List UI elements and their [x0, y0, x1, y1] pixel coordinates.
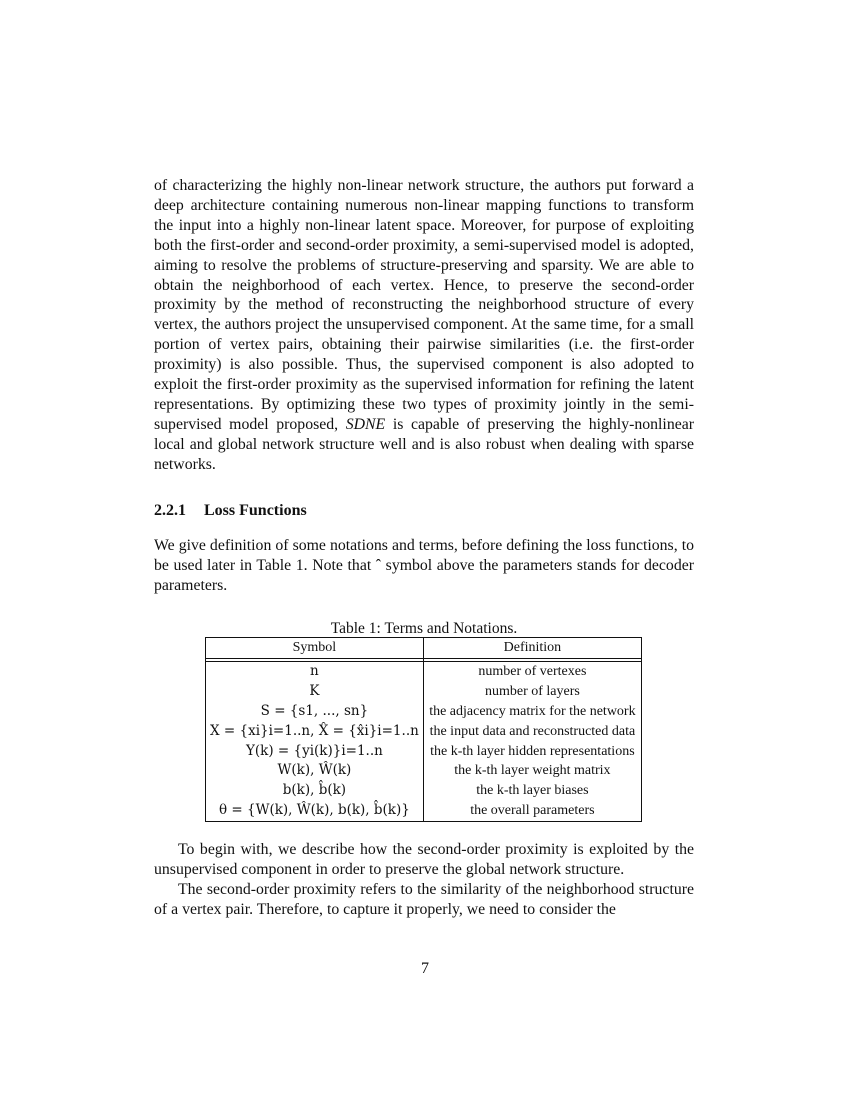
table-row — [206, 702, 642, 722]
second-order-paragraph: The second-order proximity refers to the similarity of the neighborhood structure of a vertex pair. Therefore, to capture it properly, we need to consider the — [154, 880, 694, 918]
definition-cell: the k-th layer biases — [423, 781, 641, 801]
section-number: 2.2.1 — [154, 502, 186, 519]
table-row — [206, 722, 642, 742]
table-row — [206, 801, 642, 821]
begin-paragraph: To begin with, we describe how the second-order proximity is exploited by the unsupervised component in order to preserve the global network structure. — [154, 841, 694, 878]
symbol-text: θ = {W(k), Ŵ(k), b(k), b̂(k)} — [218, 802, 410, 819]
symbol-cell — [206, 761, 424, 781]
definition-cell: number of layers — [423, 682, 641, 702]
intro-text — [154, 176, 694, 475]
symbol-text: K — [309, 682, 320, 699]
definition-cell: the overall parameters — [423, 801, 641, 821]
symbol-cell — [206, 702, 424, 722]
symbol-text: W(k), Ŵ(k) — [277, 762, 352, 779]
intro-text-main: of characterizing the highly non-linear network structure, the authors put forward a deep architecture containing numerous non-linear mapping functions to transform the input into a highly non-linear latent space. Moreover, for purpose of exploiting both the first-order and second-order proximity, a semi-supervised model is adopted, aiming to resolve the problems of structure-preserving and sparsity. We are able to obtain the neighborhood of each vertex. Hence, to preserve the second-order proximity by the method of reconstructing the neighborhood structure of every vertex, the authors project the unsupervised component. At the same time, for a small portion of vertex pairs, obtaining their pairwise similarities (i.e. the first-order proximity) is also possible. Thus, the supervised component is also adopted to exploit the first-order proximity as the supervised information for refining the latent representations. By optimizing these two types of proximity jointly in the semi-supervised model proposed, — [154, 177, 694, 433]
intro-paragraph — [154, 176, 694, 475]
definition-cell: the k-th layer weight matrix — [423, 761, 641, 781]
definition-cell: number of vertexes — [423, 661, 641, 681]
symbol-text: Y(k) = {yi(k)}i=1..n — [245, 742, 383, 759]
symbol-cell — [206, 742, 424, 762]
symbol-cell — [206, 722, 424, 742]
table-row — [206, 761, 642, 781]
table-header-row — [206, 638, 642, 659]
definition-cell: the input data and reconstructed data — [423, 722, 641, 742]
notation-paragraph — [154, 536, 694, 596]
symbol-cell — [206, 781, 424, 801]
page-number: 7 — [421, 960, 429, 977]
closing-paragraphs — [154, 840, 694, 920]
header-definition: Definition — [423, 638, 641, 659]
header-symbol: Symbol — [206, 638, 424, 659]
table-row — [206, 682, 642, 702]
symbol-cell — [206, 682, 424, 702]
symbol-cell — [206, 661, 424, 681]
symbol-text: X = {xi}i=1..n, X̂ = {x̂i}i=1..n — [210, 722, 419, 739]
notation-table — [205, 637, 642, 822]
notation-table-wrapper — [205, 637, 642, 822]
symbol-text: b(k), b̂(k) — [282, 782, 347, 799]
table-row — [206, 742, 642, 762]
table-row — [206, 661, 642, 681]
section-heading — [154, 501, 307, 521]
sdne-emphasis: SDNE — [345, 415, 386, 433]
table-caption: Table 1: Terms and Notations. — [330, 620, 518, 637]
definition-cell: the k-th layer hidden representations — [423, 742, 641, 762]
table-row — [206, 781, 642, 801]
symbol-cell — [206, 801, 424, 821]
notation-text: We give definition of some notations and terms, before defining the loss functions, to be used later in Table 1. Note that ˆ symbol above the parameters stands for decoder parameters. — [154, 537, 694, 594]
section-title: Loss Functions — [204, 502, 307, 519]
symbol-text: S = {s1, ..., sn} — [260, 702, 369, 719]
definition-cell: the adjacency matrix for the network — [423, 702, 641, 722]
intro-text-end: is capable of preserving the highly-nonlinear local and global network structure well and is also robust when dealing with sparse networks. — [154, 415, 695, 473]
symbol-text: n — [310, 662, 319, 679]
